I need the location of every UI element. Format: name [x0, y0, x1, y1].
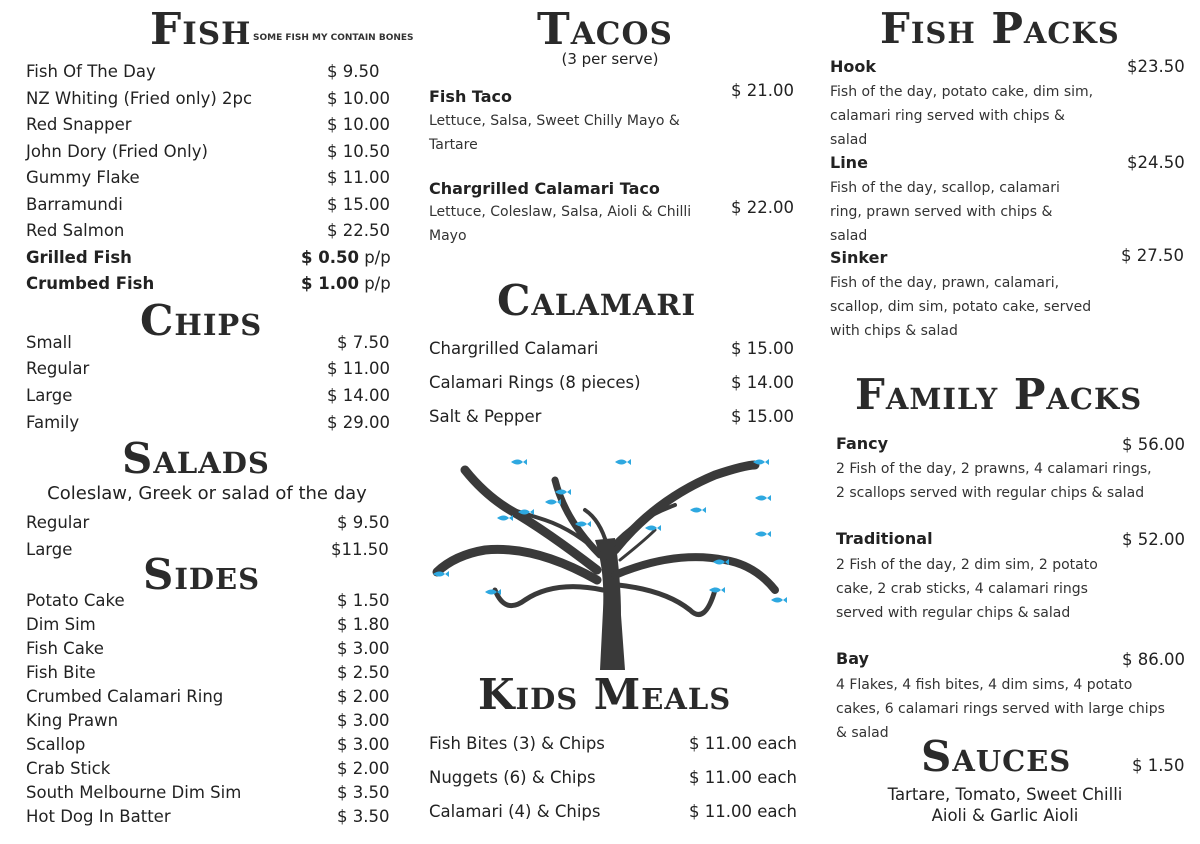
menu-item-price: $ 22.50	[327, 221, 390, 240]
menu-item-name: Gummy Flake	[26, 168, 140, 187]
menu-item-price: $ 3.50	[337, 807, 390, 826]
menu-item-name: Red Snapper	[26, 115, 132, 134]
pack-price: $ 52.00	[1122, 530, 1185, 549]
menu-item-name: Large	[26, 386, 73, 405]
salads-subtitle: Coleslaw, Greek or salad of the day	[47, 483, 367, 504]
menu-item-price: $ 9.50	[337, 513, 390, 532]
menu-item-name: Hot Dog In Batter	[26, 807, 171, 826]
fish-icon	[497, 515, 513, 521]
menu-item-name: Crab Stick	[26, 759, 111, 778]
menu-item-price: $ 3.00	[337, 711, 390, 730]
menu-item-name: South Melbourne Dim Sim	[26, 783, 242, 802]
sauces-price: $ 1.50	[1132, 756, 1185, 775]
menu-item-price: $ 29.00	[327, 413, 390, 432]
pack-name: Line	[830, 153, 868, 172]
calamari-heading: Calamari	[497, 276, 697, 325]
taco-item-desc: Lettuce, Salsa, Sweet Chilly Mayo & Tartare	[429, 113, 680, 153]
menu-item-price: $ 15.00	[327, 195, 390, 214]
sauces-list-line2: Aioli & Garlic Aioli	[931, 806, 1079, 825]
menu-item-name: Red Salmon	[26, 221, 125, 240]
fish-bones-note: SOME FISH MY CONTAIN BONES	[253, 33, 414, 43]
menu-item-price: $ 11.00 each	[689, 768, 798, 787]
chips-heading: Chips	[140, 296, 263, 345]
tree-fish-logo	[425, 450, 795, 670]
menu-item-name: NZ Whiting (Fried only) 2pc	[26, 89, 253, 108]
menu-extra-name: Grilled Fish	[26, 248, 132, 267]
menu-item-name: Calamari Rings (8 pieces)	[429, 373, 641, 392]
pack-price: $24.50	[1127, 153, 1185, 172]
tree-branch	[615, 557, 775, 590]
menu-item-price: $ 11.00	[327, 359, 390, 378]
menu-extra-unit: p/p	[364, 248, 391, 267]
fish-icon	[771, 597, 787, 603]
fish-icon	[615, 459, 631, 465]
menu-item-name: King Prawn	[26, 711, 119, 730]
menu-item-name: Crumbed Calamari Ring	[26, 687, 224, 706]
pack-name: Traditional	[836, 529, 933, 548]
menu-item-name: Salt & Pepper	[429, 407, 542, 426]
menu-item-price: $ 10.00	[327, 115, 390, 134]
pack-desc: 4 Flakes, 4 fish bites, 4 dim sims, 4 potato cakes, 6 calamari rings served with large chips & salad	[836, 677, 1165, 741]
menu-extra-price: $ 0.50	[301, 248, 359, 267]
menu-item-name: Small	[26, 333, 72, 352]
menu-item-price: $ 10.50	[327, 142, 390, 161]
menu-item-name: John Dory (Fried Only)	[26, 142, 208, 161]
menu-item-price: $ 10.00	[327, 89, 390, 108]
tacos-subtitle: (3 per serve)	[561, 50, 659, 68]
fish-icon	[645, 525, 661, 531]
taco-item-price: $ 21.00	[731, 81, 794, 100]
menu-item-name: Family	[26, 413, 80, 432]
menu-item-price: $ 11.00 each	[689, 734, 798, 753]
fish-icon	[755, 531, 771, 537]
fish-packs-heading: Fish Packs	[880, 4, 1120, 53]
menu-item-name: Regular	[26, 513, 90, 532]
pack-price: $ 86.00	[1122, 650, 1185, 669]
pack-price: $ 56.00	[1122, 435, 1185, 454]
fish-icon	[755, 495, 771, 501]
menu-item-price: $ 2.50	[337, 663, 390, 682]
tree-branch	[495, 587, 603, 606]
menu-item-price: $ 14.00	[327, 386, 390, 405]
menu-extra-unit: p/p	[364, 274, 391, 293]
menu-extra-price-line	[301, 248, 391, 267]
taco-item-price: $ 22.00	[731, 198, 794, 217]
menu-item-price: $ 11.00 each	[689, 802, 798, 821]
sauces-list-line1: Tartare, Tomato, Sweet Chilli	[887, 785, 1123, 804]
menu-item-price: $ 1.50	[337, 591, 390, 610]
sauces-heading: Sauces	[921, 732, 1072, 781]
menu-item-name: Scallop	[26, 735, 86, 754]
menu-item-name: Fish Bites (3) & Chips	[429, 734, 605, 753]
menu-item-name: Barramundi	[26, 195, 123, 214]
pack-desc: Fish of the day, prawn, calamari, scallop, dim sim, potato cake, served with chips & salad	[830, 275, 1092, 339]
menu-item-name: Fish Of The Day	[26, 62, 156, 81]
menu-item-price: $ 3.00	[337, 735, 390, 754]
menu-item-name: Chargrilled Calamari	[429, 339, 599, 358]
pack-name: Bay	[836, 649, 869, 668]
menu-item-price: $ 14.00	[731, 373, 794, 392]
tree-branch	[615, 465, 755, 550]
menu-extra-price: $ 1.00	[301, 274, 359, 293]
tacos-heading: Tacos	[537, 4, 673, 55]
pack-price: $ 27.50	[1121, 246, 1184, 265]
pack-price: $23.50	[1127, 57, 1185, 76]
menu-item-name: Dim Sim	[26, 615, 96, 634]
menu-extra-price-line	[301, 274, 391, 293]
menu-item-price: $ 7.50	[337, 333, 390, 352]
pack-name: Hook	[830, 57, 877, 76]
menu-item-price: $ 2.00	[337, 687, 390, 706]
menu-item-name: Nuggets (6) & Chips	[429, 768, 596, 787]
taco-item-desc: Lettuce, Coleslaw, Salsa, Aioli & Chilli Mayo	[429, 204, 692, 244]
fish-icon	[690, 507, 706, 513]
menu-item-name: Potato Cake	[26, 591, 125, 610]
menu-item-price: $ 11.00	[327, 168, 390, 187]
taco-item-name: Fish Taco	[429, 87, 513, 106]
menu-item-price: $ 3.00	[337, 639, 390, 658]
menu-item-name: Large	[26, 540, 73, 559]
taco-item-name: Chargrilled Calamari Taco	[429, 179, 660, 198]
family-packs-heading: Family Packs	[855, 370, 1143, 419]
menu-extra-name: Crumbed Fish	[26, 274, 155, 293]
menu-item-price: $11.50	[331, 540, 389, 559]
pack-desc: Fish of the day, scallop, calamari ring, prawn served with chips & salad	[830, 180, 1060, 244]
fish-icon	[709, 587, 725, 593]
sides-heading: Sides	[143, 550, 261, 599]
salads-heading: Salads	[122, 434, 270, 483]
menu-item-name: Fish Cake	[26, 639, 104, 658]
fish-icon	[511, 459, 527, 465]
pack-name: Sinker	[830, 248, 888, 267]
kids-meals-heading: Kids Meals	[478, 670, 732, 719]
fish-heading: Fish	[150, 4, 252, 55]
menu-item-price: $ 2.00	[337, 759, 390, 778]
menu-item-name: Calamari (4) & Chips	[429, 802, 601, 821]
pack-desc: Fish of the day, potato cake, dim sim, calamari ring served with chips & salad	[830, 84, 1094, 148]
menu-item-price: $ 15.00	[731, 339, 794, 358]
tree-branch	[618, 585, 715, 615]
menu-item-name: Regular	[26, 359, 90, 378]
menu-item-price: $ 3.50	[337, 783, 390, 802]
pack-desc: 2 Fish of the day, 2 prawns, 4 calamari rings, 2 scallops served with regular chips & salad	[836, 461, 1152, 501]
menu-item-price: $ 9.50	[327, 62, 380, 81]
pack-desc: 2 Fish of the day, 2 dim sim, 2 potato cake, 2 crab sticks, 4 calamari rings served with regular chips & salad	[836, 557, 1098, 621]
menu-item-price: $ 15.00	[731, 407, 794, 426]
menu-item-name: Fish Bite	[26, 663, 96, 682]
pack-name: Fancy	[836, 434, 889, 453]
menu-item-price: $ 1.80	[337, 615, 390, 634]
